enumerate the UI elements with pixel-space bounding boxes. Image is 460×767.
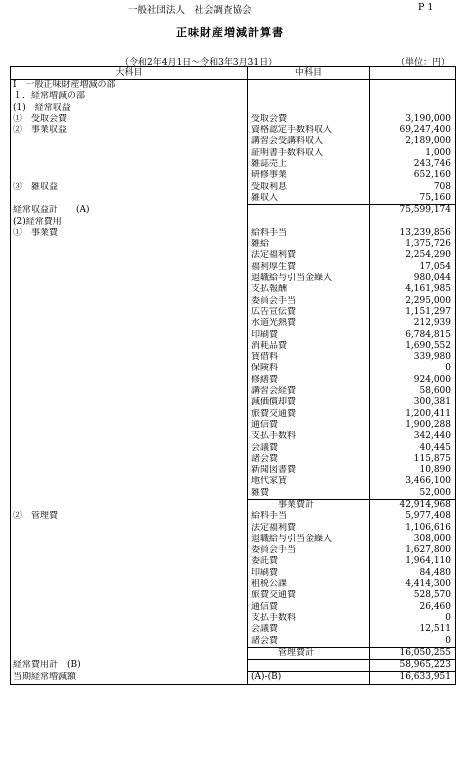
amount-cell: 1,375,726 bbox=[370, 239, 456, 250]
major-account-cell: １．経常増減の部 bbox=[11, 91, 248, 102]
amount-cell bbox=[370, 91, 456, 102]
table-row bbox=[11, 672, 456, 684]
table-row bbox=[11, 205, 456, 217]
middle-account-cell: 証明書手数料収入 bbox=[248, 148, 370, 159]
amount-cell: 58,600 bbox=[370, 386, 456, 397]
major-account-cell: Ⅰ 一般正味財産増減の部 bbox=[11, 80, 248, 92]
table-row bbox=[11, 262, 456, 273]
organization-name: 一般社団法人 社会調査協会 bbox=[128, 5, 252, 16]
major-account-cell bbox=[11, 624, 248, 635]
table-row bbox=[11, 170, 456, 181]
major-account-cell bbox=[11, 579, 248, 590]
middle-account-cell: 印刷費 bbox=[248, 568, 370, 579]
middle-account-cell: 支払報酬 bbox=[248, 284, 370, 295]
table-row bbox=[11, 114, 456, 125]
major-account-cell: (1) 経常収益 bbox=[11, 103, 248, 114]
amount-cell: 84,480 bbox=[370, 568, 456, 579]
middle-account-cell bbox=[248, 80, 370, 92]
major-account-cell bbox=[11, 170, 248, 181]
major-account-cell bbox=[11, 523, 248, 534]
table-row bbox=[11, 307, 456, 318]
amount-cell: 1,690,552 bbox=[370, 341, 456, 352]
table-row bbox=[11, 465, 456, 476]
table-row bbox=[11, 375, 456, 386]
middle-account-cell: 諸会費 bbox=[248, 454, 370, 465]
middle-account-cell: 広告宣伝費 bbox=[248, 307, 370, 318]
major-account-cell bbox=[11, 602, 248, 613]
amount-cell: 13,239,856 bbox=[370, 228, 456, 239]
major-account-cell: 経常費用計 (B) bbox=[11, 660, 248, 672]
amount-cell: 0 bbox=[370, 363, 456, 374]
major-account-cell bbox=[11, 386, 248, 397]
middle-account-cell: 事業費計 bbox=[248, 499, 370, 511]
amount-cell: 1,627,800 bbox=[370, 545, 456, 556]
table-header-row bbox=[11, 67, 456, 80]
middle-account-cell: 旅費交通費 bbox=[248, 409, 370, 420]
major-account-cell bbox=[11, 273, 248, 284]
major-account-cell bbox=[11, 363, 248, 374]
amount-cell: 16,633,951 bbox=[370, 672, 456, 684]
major-account-cell bbox=[11, 148, 248, 159]
table-row bbox=[11, 148, 456, 159]
amount-cell: 528,570 bbox=[370, 590, 456, 601]
middle-account-cell: 会議費 bbox=[248, 443, 370, 454]
amount-cell: 243,746 bbox=[370, 159, 456, 170]
column-header-middle: 中科目 bbox=[248, 67, 370, 80]
middle-account-cell: 支払手数料 bbox=[248, 431, 370, 442]
major-account-cell bbox=[11, 397, 248, 408]
middle-account-cell: 法定福利費 bbox=[248, 250, 370, 261]
table-row bbox=[11, 624, 456, 635]
middle-account-cell: 租税公課 bbox=[248, 579, 370, 590]
middle-account-cell: 賃借料 bbox=[248, 352, 370, 363]
major-account-cell bbox=[11, 409, 248, 420]
major-account-cell: (2)経常費用 bbox=[11, 217, 248, 228]
table-row bbox=[11, 409, 456, 420]
middle-account-cell bbox=[248, 103, 370, 114]
amount-cell: 924,000 bbox=[370, 375, 456, 386]
table-row bbox=[11, 579, 456, 590]
amount-cell: 115,875 bbox=[370, 454, 456, 465]
major-account-cell bbox=[11, 431, 248, 442]
middle-account-cell: 法定福利費 bbox=[248, 523, 370, 534]
table-row bbox=[11, 636, 456, 648]
page-number: P 1 bbox=[418, 2, 434, 13]
table-row bbox=[11, 136, 456, 147]
middle-account-cell: 研修事業 bbox=[248, 170, 370, 181]
major-account-cell bbox=[11, 443, 248, 454]
table-row bbox=[11, 488, 456, 500]
middle-account-cell: 諸会費 bbox=[248, 636, 370, 648]
middle-account-cell: 新聞図書費 bbox=[248, 465, 370, 476]
middle-account-cell: 給料手当 bbox=[248, 511, 370, 522]
major-account-cell bbox=[11, 465, 248, 476]
amount-cell: 2,295,000 bbox=[370, 296, 456, 307]
table-row bbox=[11, 545, 456, 556]
middle-account-cell: 通信費 bbox=[248, 420, 370, 431]
major-account-cell bbox=[11, 250, 248, 261]
table-row bbox=[11, 499, 456, 511]
table-row bbox=[11, 431, 456, 442]
table-row bbox=[11, 660, 456, 672]
middle-account-cell: 雑給 bbox=[248, 239, 370, 250]
middle-account-cell: 雑誌売上 bbox=[248, 159, 370, 170]
amount-cell: 40,445 bbox=[370, 443, 456, 454]
amount-cell: 1,000 bbox=[370, 148, 456, 159]
major-account-cell bbox=[11, 307, 248, 318]
amount-cell: 3,466,100 bbox=[370, 476, 456, 487]
middle-account-cell: 雑収入 bbox=[248, 193, 370, 205]
table-row bbox=[11, 454, 456, 465]
middle-account-cell: 委員会手当 bbox=[248, 296, 370, 307]
table-row bbox=[11, 330, 456, 341]
amount-cell: 75,599,174 bbox=[370, 205, 456, 217]
table-row bbox=[11, 103, 456, 114]
table-row bbox=[11, 613, 456, 624]
middle-account-cell: 旅費交通費 bbox=[248, 590, 370, 601]
middle-account-cell: 退職給与引当金繰入 bbox=[248, 273, 370, 284]
table-row bbox=[11, 647, 456, 659]
table-row bbox=[11, 420, 456, 431]
major-account-cell bbox=[11, 330, 248, 341]
major-account-cell bbox=[11, 341, 248, 352]
amount-cell: 10,890 bbox=[370, 465, 456, 476]
major-account-cell bbox=[11, 318, 248, 329]
major-account-cell bbox=[11, 239, 248, 250]
statement-body bbox=[11, 67, 456, 685]
middle-account-cell: 退職給与引当金繰入 bbox=[248, 534, 370, 545]
major-account-cell bbox=[11, 375, 248, 386]
middle-account-cell: 管理費計 bbox=[248, 647, 370, 659]
amount-cell: 17,054 bbox=[370, 262, 456, 273]
table-row bbox=[11, 397, 456, 408]
amount-cell: 5,977,408 bbox=[370, 511, 456, 522]
major-account-cell bbox=[11, 352, 248, 363]
middle-account-cell: (A)-(B) bbox=[248, 672, 370, 684]
amount-cell: 212,939 bbox=[370, 318, 456, 329]
table-row bbox=[11, 296, 456, 307]
major-account-cell: ② 事業収益 bbox=[11, 125, 248, 136]
table-row bbox=[11, 523, 456, 534]
major-account-cell bbox=[11, 284, 248, 295]
document-title: 正味財産増減計算書 bbox=[176, 26, 284, 39]
fiscal-period: （令和2年4月1日～令和3年3月31日） bbox=[120, 58, 278, 68]
column-header-amount bbox=[370, 67, 456, 80]
table-row bbox=[11, 556, 456, 567]
major-account-cell bbox=[11, 647, 248, 659]
amount-cell: 708 bbox=[370, 182, 456, 193]
table-row bbox=[11, 534, 456, 545]
amount-cell: 1,106,616 bbox=[370, 523, 456, 534]
major-account-cell bbox=[11, 613, 248, 624]
amount-cell: 300,381 bbox=[370, 397, 456, 408]
major-account-cell bbox=[11, 534, 248, 545]
amount-cell: 342,440 bbox=[370, 431, 456, 442]
amount-cell: 16,050,255 bbox=[370, 647, 456, 659]
amount-cell: 26,460 bbox=[370, 602, 456, 613]
column-header-major: 大科目 bbox=[11, 67, 248, 80]
middle-account-cell: 講習会受講料収入 bbox=[248, 136, 370, 147]
amount-cell: 1,964,110 bbox=[370, 556, 456, 567]
middle-account-cell: 委託費 bbox=[248, 556, 370, 567]
unit-label: （単位：円） bbox=[396, 58, 451, 68]
middle-account-cell: 地代家賃 bbox=[248, 476, 370, 487]
major-account-cell bbox=[11, 262, 248, 273]
major-account-cell bbox=[11, 136, 248, 147]
table-row bbox=[11, 250, 456, 261]
middle-account-cell: 資格認定手数料収入 bbox=[248, 125, 370, 136]
major-account-cell bbox=[11, 545, 248, 556]
amount-cell: 1,900,288 bbox=[370, 420, 456, 431]
table-row bbox=[11, 193, 456, 205]
table-row bbox=[11, 386, 456, 397]
amount-cell: 75,160 bbox=[370, 193, 456, 205]
major-account-cell: ① 受取会費 bbox=[11, 114, 248, 125]
major-account-cell: 当期経常増減額 bbox=[11, 672, 248, 684]
middle-account-cell: 講習会経費 bbox=[248, 386, 370, 397]
amount-cell: 2,189,000 bbox=[370, 136, 456, 147]
middle-account-cell: 受取会費 bbox=[248, 114, 370, 125]
amount-cell bbox=[370, 217, 456, 228]
major-account-cell bbox=[11, 420, 248, 431]
amount-cell: 652,160 bbox=[370, 170, 456, 181]
major-account-cell bbox=[11, 636, 248, 648]
amount-cell: 52,000 bbox=[370, 488, 456, 500]
amount-cell: 308,000 bbox=[370, 534, 456, 545]
middle-account-cell bbox=[248, 205, 370, 217]
amount-cell bbox=[370, 103, 456, 114]
amount-cell: 4,414,300 bbox=[370, 579, 456, 590]
middle-account-cell bbox=[248, 217, 370, 228]
table-row bbox=[11, 590, 456, 601]
table-row bbox=[11, 341, 456, 352]
amount-cell: 69,247,400 bbox=[370, 125, 456, 136]
major-account-cell bbox=[11, 476, 248, 487]
table-row bbox=[11, 91, 456, 102]
middle-account-cell: 福利厚生費 bbox=[248, 262, 370, 273]
amount-cell: 6,784,815 bbox=[370, 330, 456, 341]
table-row bbox=[11, 476, 456, 487]
middle-account-cell: 水道光熱費 bbox=[248, 318, 370, 329]
table-row bbox=[11, 568, 456, 579]
table-row bbox=[11, 80, 456, 92]
amount-cell: 4,161,985 bbox=[370, 284, 456, 295]
amount-cell: 0 bbox=[370, 613, 456, 624]
middle-account-cell: 修繕費 bbox=[248, 375, 370, 386]
major-account-cell: ① 事業費 bbox=[11, 228, 248, 239]
middle-account-cell: 減価償却費 bbox=[248, 397, 370, 408]
amount-cell: 980,044 bbox=[370, 273, 456, 284]
middle-account-cell: 受取利息 bbox=[248, 182, 370, 193]
table-row bbox=[11, 228, 456, 239]
major-account-cell bbox=[11, 193, 248, 205]
table-row bbox=[11, 352, 456, 363]
table-row bbox=[11, 511, 456, 522]
table-row bbox=[11, 273, 456, 284]
amount-cell: 1,200,411 bbox=[370, 409, 456, 420]
major-account-cell: ③ 雑収益 bbox=[11, 182, 248, 193]
major-account-cell bbox=[11, 488, 248, 500]
table-row bbox=[11, 159, 456, 170]
statement-table bbox=[10, 66, 456, 685]
middle-account-cell: 通信費 bbox=[248, 602, 370, 613]
table-row bbox=[11, 443, 456, 454]
middle-account-cell: 給料手当 bbox=[248, 228, 370, 239]
table-row bbox=[11, 318, 456, 329]
table-row bbox=[11, 239, 456, 250]
major-account-cell bbox=[11, 454, 248, 465]
table-row bbox=[11, 125, 456, 136]
table-row bbox=[11, 182, 456, 193]
major-account-cell bbox=[11, 568, 248, 579]
amount-cell: 58,965,223 bbox=[370, 660, 456, 672]
amount-cell bbox=[370, 80, 456, 92]
middle-account-cell: 支払手数料 bbox=[248, 613, 370, 624]
table-row bbox=[11, 602, 456, 613]
middle-account-cell: 印刷費 bbox=[248, 330, 370, 341]
middle-account-cell: 保険料 bbox=[248, 363, 370, 374]
major-account-cell bbox=[11, 499, 248, 511]
amount-cell: 1,151,297 bbox=[370, 307, 456, 318]
middle-account-cell: 雑費 bbox=[248, 488, 370, 500]
middle-account-cell: 委員会手当 bbox=[248, 545, 370, 556]
amount-cell: 3,190,000 bbox=[370, 114, 456, 125]
table-row bbox=[11, 284, 456, 295]
major-account-cell bbox=[11, 296, 248, 307]
amount-cell: 0 bbox=[370, 636, 456, 648]
table-row bbox=[11, 217, 456, 228]
middle-account-cell bbox=[248, 660, 370, 672]
middle-account-cell: 会議費 bbox=[248, 624, 370, 635]
major-account-cell: ② 管理費 bbox=[11, 511, 248, 522]
middle-account-cell: 消耗品費 bbox=[248, 341, 370, 352]
amount-cell: 42,914,968 bbox=[370, 499, 456, 511]
amount-cell: 12,511 bbox=[370, 624, 456, 635]
major-account-cell bbox=[11, 159, 248, 170]
table-row bbox=[11, 363, 456, 374]
major-account-cell: 経常収益計 (A) bbox=[11, 205, 248, 217]
amount-cell: 339,980 bbox=[370, 352, 456, 363]
major-account-cell bbox=[11, 556, 248, 567]
major-account-cell bbox=[11, 590, 248, 601]
middle-account-cell bbox=[248, 91, 370, 102]
amount-cell: 2,254,290 bbox=[370, 250, 456, 261]
